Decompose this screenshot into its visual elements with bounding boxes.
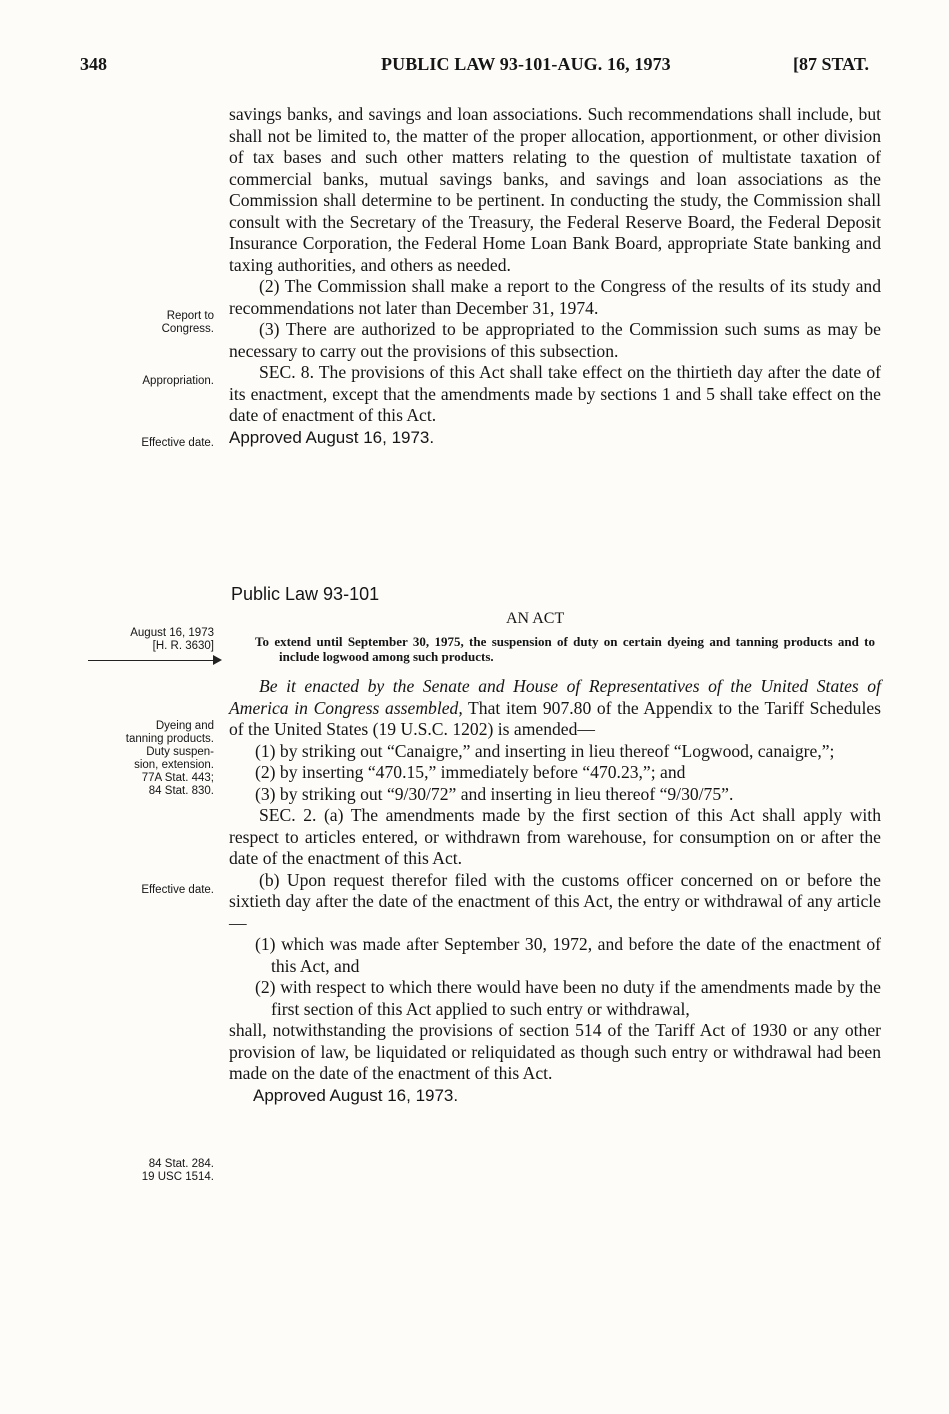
margin-note-line: Dyeing and (155, 720, 214, 732)
subitem-1: (1) which was made after September 30, 1972, and before the date of the enactment of this Act, and (255, 934, 881, 976)
public-law-text (229, 676, 881, 1106)
margin-note-line: sion, extension. (134, 759, 214, 771)
margin-note-line: 77A Stat. 443; (141, 772, 214, 784)
margin-note-line: Congress. (161, 323, 214, 335)
paragraph-effective-date: SEC. 8. The provisions of this Act shall take effect on the thirtieth day after the date of its enactment, except that the amendments made by sections 1 and 5 shall take effect on the date of enactment of this Act. (229, 362, 881, 425)
margin-note-line: [H. R. 3630] (152, 640, 214, 652)
approved-date: Approved August 16, 1973. (229, 427, 435, 447)
margin-note-report (78, 310, 214, 336)
margin-note-line: August 16, 1973 (130, 627, 214, 639)
enacting-clause (229, 676, 881, 741)
paragraph-appropriation: (3) There are authorized to be appropriated to the Commission such sums as may be necessary to carry out the provisions of this subsection. (229, 319, 881, 361)
paragraph: savings banks, and savings and loan associations. Such recommendations shall include, but shall not be limited to, the matter of the proper allocation, apportionment, or other division of tax bases and such other matters relating to the question of multistate taxation of commercial banks, mutual savings banks, and savings and loan associations as the Commission shall determine to be pertinent. In conducting the study, the Commission shall consult with the Secretary of the Treasury, the Federal Reserve Board, the Federal Deposit Insurance Corporation, the Federal Home Loan Bank Board, appropriate State banking and taxing authorities, and others as needed. (229, 104, 881, 275)
margin-rule-arrow (213, 655, 222, 665)
margin-note-effective-date: Effective date. (141, 437, 214, 449)
closing-paragraph: shall, notwithstanding the provisions of section 514 of the Tariff Act of 1930 or any other provision of law, be liquidated or reliquidated as though such entry or withdrawal had been made on the date of the enactment of this Act. (229, 1020, 881, 1083)
margin-note-line: Report to (166, 310, 214, 322)
amendment-item-2: (2) by inserting “470.15,” immediately before “470.23,”; and (255, 762, 686, 782)
margin-note-line: 84 Stat. 284. (148, 1158, 214, 1170)
long-title-text: To extend until September 30, 1975, the suspension of duty on certain dyeing and tanning products and to include logwood among such products. (255, 634, 875, 664)
margin-note-line: 84 Stat. 830. (148, 785, 214, 797)
running-header: PUBLIC LAW 93-101-AUG. 16, 1973 (381, 54, 671, 74)
margin-note-line: tanning products. (125, 733, 214, 745)
an-act-heading: AN ACT (506, 610, 565, 627)
margin-note-dyeing (78, 720, 214, 798)
margin-note-effective-date-2: Effective date. (141, 884, 214, 896)
section-2b: (b) Upon request therefor filed with the customs officer concerned on or before the sixtieth day after the date of the enactment of this Act, the entry or withdrawal of any article— (229, 869, 881, 933)
long-title (255, 634, 875, 664)
margin-note-bill-date (78, 627, 214, 653)
margin-note-line: 19 USC 1514. (141, 1171, 214, 1183)
margin-note-line: Duty suspen- (146, 746, 214, 758)
enacting-rest: That item 907.80 of the Appendix to the Tariff Schedules of the United States (19 U.S.C. 1202) is amended— (229, 697, 881, 739)
subitem-2: (2) with respect to which there would have been no duty if the amendments made by the first section of this Act applied to such entry or withdrawal, (255, 977, 881, 1019)
margin-note-appropriation: Appropriation. (142, 375, 214, 387)
statute-volume: [87 STAT. (793, 54, 870, 74)
section-2a: SEC. 2. (a) The amendments made by the first section of this Act shall apply with respect to articles entered, or withdrawn from warehouse, for consumption on or after the date of the enactment of this Act. (229, 805, 881, 868)
margin-note-statute (78, 1158, 214, 1184)
paragraph-report: (2) The Commission shall make a report to the Congress of the results of its study and recommendations not later than December 31, 1974. (229, 276, 881, 318)
enacting-formula: Be it enacted by the Senate and House of Representatives of the United States of America in Congress assembled, (229, 676, 881, 718)
margin-rule (88, 660, 216, 661)
public-law-title: Public Law 93-101 (231, 584, 380, 604)
previous-law-text (229, 104, 881, 448)
amendment-item-3: (3) by striking out “9/30/72” and inserting in lieu thereof “9/30/75”. (255, 783, 734, 804)
amendment-item-1: (1) by striking out “Canaigre,” and inserting in lieu thereof “Logwood, canaigre,”; (255, 740, 835, 761)
page-number: 348 (80, 54, 107, 74)
approved-date-2: Approved August 16, 1973. (253, 1085, 459, 1105)
